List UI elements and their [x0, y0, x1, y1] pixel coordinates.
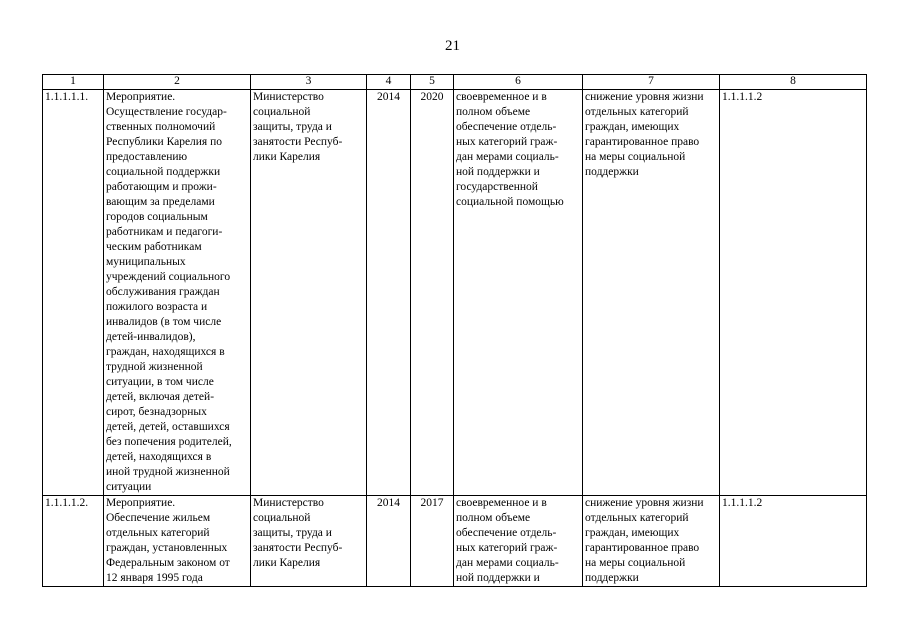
text-line: сирот, безнадзорных [106, 406, 207, 418]
text-line: ной поддержки и [456, 166, 540, 178]
text-line: гарантированное право [585, 136, 700, 148]
text-line: ных категорий граж- [456, 136, 558, 148]
text-line: лики Карелия [253, 557, 321, 569]
event-description [104, 496, 251, 587]
text-line: отдельных категорий [585, 512, 689, 524]
text-line: дан мерами социаль- [456, 557, 559, 569]
text-line: граждан, имеющих [585, 527, 680, 539]
text-line: иной трудной жизненной [106, 466, 230, 478]
text-line: занятости Респуб- [253, 136, 343, 148]
text-line: инвалидов (в том числе [106, 316, 222, 328]
text-line: полном объеме [456, 512, 531, 524]
text-line: 12 января 1995 года [106, 572, 203, 584]
executor [251, 90, 367, 496]
text-line: ческим работникам [106, 241, 202, 253]
text-line: гарантированное право [585, 542, 700, 554]
text-line: социальной помощью [456, 196, 564, 208]
text-line: граждан, установленных [106, 542, 228, 554]
text-line: на меры социальной [585, 557, 686, 569]
text-line: защиты, труда и [253, 121, 332, 133]
text-line: отдельных категорий [106, 527, 210, 539]
text-line: ных категорий граж- [456, 542, 558, 554]
text-line: Республики Карелия по [106, 136, 223, 148]
text-line: социальной поддержки [106, 166, 221, 178]
text-line: защиты, труда и [253, 527, 332, 539]
text-line: ситуации, в том числе [106, 376, 214, 388]
text-line: граждан, находящихся в [106, 346, 225, 358]
text-line: Министерство [253, 497, 324, 509]
text-line: детей, включая детей- [106, 391, 215, 403]
text-line: занятости Респуб- [253, 542, 343, 554]
column-number: 8 [720, 75, 867, 90]
text-line: учреждений социального [106, 271, 231, 283]
text-line: ной поддержки и [456, 572, 540, 584]
end-year: 2020 [411, 90, 454, 496]
column-number: 7 [583, 75, 720, 90]
text-line: без попечения родителей, [106, 436, 232, 448]
text-line: ственных полномочий [106, 121, 216, 133]
text-line: вающим за пределами [106, 196, 215, 208]
expected-result [454, 90, 583, 496]
text-line: дан мерами социаль- [456, 151, 559, 163]
column-number-row [43, 75, 867, 90]
text-line: поддержки [585, 572, 639, 584]
table-row [43, 90, 867, 496]
text-line: работникам и педагоги- [106, 226, 223, 238]
non-implementation-consequence [583, 90, 720, 496]
text-line: трудной жизненной [106, 361, 203, 373]
text-line: муниципальных [106, 256, 186, 268]
text-line: ситуации [106, 481, 152, 493]
text-line: Мероприятие. [106, 497, 176, 509]
text-line: предоставлению [106, 151, 188, 163]
column-number: 1 [43, 75, 104, 90]
text-line: отдельных категорий [585, 106, 689, 118]
column-number: 5 [411, 75, 454, 90]
table-row [43, 496, 867, 587]
start-year: 2014 [367, 90, 411, 496]
text-line: на меры социальной [585, 151, 686, 163]
start-year: 2014 [367, 496, 411, 587]
text-line: социальной [253, 106, 311, 118]
program-table [42, 74, 867, 587]
text-line: Обеспечение жильем [106, 512, 211, 524]
text-line: пожилого возраста и [106, 301, 208, 313]
event-description [104, 90, 251, 496]
text-line: социальной [253, 512, 311, 524]
text-line: снижение уровня жизни [585, 497, 704, 509]
text-line: Министерство [253, 91, 324, 103]
text-line: государственной [456, 181, 538, 193]
column-number: 3 [251, 75, 367, 90]
executor [251, 496, 367, 587]
text-line: Мероприятие. [106, 91, 176, 103]
text-line: полном объеме [456, 106, 531, 118]
event-code: 1.1.1.1.2. [43, 496, 104, 587]
linked-indicator: 1.1.1.1.2 [720, 90, 867, 496]
text-line: Федеральным законом от [106, 557, 230, 569]
text-line: обслуживания граждан [106, 286, 220, 298]
event-code: 1.1.1.1.1. [43, 90, 104, 496]
linked-indicator: 1.1.1.1.2 [720, 496, 867, 587]
text-line: обеспечение отдель- [456, 527, 557, 539]
non-implementation-consequence [583, 496, 720, 587]
text-line: своевременное и в [456, 91, 547, 103]
column-number: 2 [104, 75, 251, 90]
text-line: лики Карелия [253, 151, 321, 163]
page-number: 21 [445, 38, 460, 54]
text-line: работающим и прожи- [106, 181, 217, 193]
text-line: Осуществление государ- [106, 106, 227, 118]
text-line: поддержки [585, 166, 639, 178]
end-year: 2017 [411, 496, 454, 587]
text-line: детей, детей, оставшихся [106, 421, 230, 433]
text-line: граждан, имеющих [585, 121, 680, 133]
text-line: обеспечение отдель- [456, 121, 557, 133]
text-line: городов социальным [106, 211, 208, 223]
expected-result [454, 496, 583, 587]
column-number: 6 [454, 75, 583, 90]
column-number: 4 [367, 75, 411, 90]
text-line: своевременное и в [456, 497, 547, 509]
text-line: снижение уровня жизни [585, 91, 704, 103]
text-line: детей-инвалидов), [106, 331, 196, 343]
text-line: детей, находящихся в [106, 451, 212, 463]
